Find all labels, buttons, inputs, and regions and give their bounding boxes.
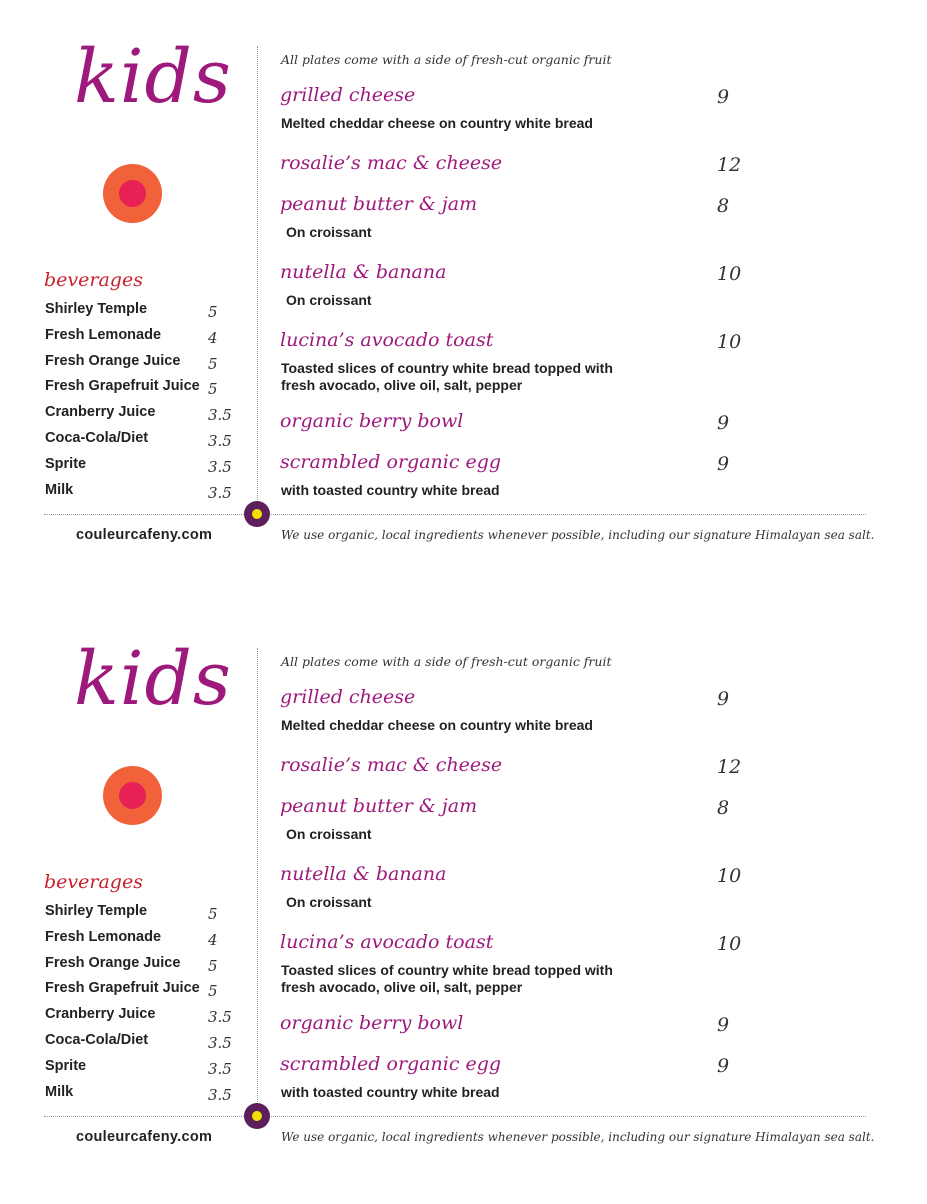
- vertical-divider: [257, 46, 258, 514]
- horizontal-divider: [44, 1116, 866, 1117]
- beverage-price: 3.5: [208, 483, 232, 502]
- dish-name: nutella & banana: [280, 863, 447, 885]
- beverage-name: Cranberry Juice: [45, 1006, 156, 1023]
- horizontal-divider: [44, 514, 866, 515]
- dish-name: organic berry bowl: [280, 1012, 464, 1034]
- dish-name: peanut butter & jam: [280, 193, 478, 215]
- dish-description: Melted cheddar cheese on country white bread: [281, 717, 593, 733]
- beverage-name: Shirley Temple: [45, 301, 148, 317]
- dish-name: organic berry bowl: [280, 410, 464, 432]
- beverage-name: Sprite: [45, 455, 87, 472]
- dish-price: 9: [717, 453, 730, 475]
- footer-note: We use organic, local ingredients whenever possible, including our signature Himalayan sea salt.: [281, 1130, 875, 1144]
- kids-menu-card-top: [0, 22, 927, 602]
- decorative-circle-icon: [103, 164, 162, 223]
- beverage-item: [45, 929, 235, 955]
- vertical-divider: [257, 648, 258, 1116]
- beverage-name: Fresh Grapefruit Juice: [45, 980, 200, 997]
- dish-name: peanut butter & jam: [280, 795, 478, 817]
- beverage-item: [45, 482, 235, 508]
- dish-name: lucina’s avocado toast: [280, 329, 494, 351]
- beverages-heading: beverages: [44, 269, 143, 291]
- beverages-heading: beverages: [44, 871, 143, 893]
- dish-name: scrambled organic egg: [280, 451, 502, 473]
- beverage-price: 4: [208, 328, 218, 347]
- footer-note: We use organic, local ingredients whenever possible, including our signature Himalayan sea salt.: [281, 528, 875, 542]
- beverage-name: Shirley Temple: [45, 903, 148, 919]
- dish-price: 10: [717, 865, 742, 887]
- beverage-item: [45, 430, 235, 456]
- beverage-price: 5: [208, 380, 218, 399]
- beverage-name: Fresh Orange Juice: [45, 352, 181, 369]
- beverage-price: 3.5: [208, 1033, 232, 1052]
- dish-name: rosalie’s mac & cheese: [280, 754, 503, 776]
- beverage-price: 3.5: [208, 431, 232, 450]
- dish-name: grilled cheese: [280, 84, 416, 106]
- beverage-name: Milk: [45, 481, 74, 498]
- beverage-item: [45, 980, 235, 1006]
- side-note: All plates come with a side of fresh-cut organic fruit: [281, 52, 612, 67]
- beverage-item: [45, 327, 235, 353]
- beverage-price: 5: [208, 905, 218, 923]
- dish-price: 8: [717, 797, 730, 819]
- beverage-item: [45, 378, 235, 404]
- dish-price: 9: [717, 86, 730, 108]
- dish-description: Toasted slices of country white bread topped with fresh avocado, olive oil, salt, pepper: [281, 360, 613, 393]
- dish-name: nutella & banana: [280, 261, 447, 283]
- beverage-price: 3.5: [208, 1085, 232, 1104]
- dish-price: 9: [717, 688, 730, 710]
- dish-description: Toasted slices of country white bread topped with fresh avocado, olive oil, salt, pepper: [281, 962, 613, 995]
- dish-price: 9: [717, 1055, 730, 1077]
- beverage-name: Coca-Cola/Diet: [45, 429, 149, 446]
- beverage-price: 3.5: [208, 457, 232, 476]
- dish-name: rosalie’s mac & cheese: [280, 152, 503, 174]
- dish-price: 9: [717, 412, 730, 434]
- beverage-item: [45, 301, 235, 327]
- beverage-name: Fresh Grapefruit Juice: [45, 378, 200, 395]
- dish-description: On croissant: [286, 894, 372, 910]
- dish-price: 10: [717, 331, 742, 353]
- beverage-price: 5: [208, 354, 218, 373]
- beverage-name: Fresh Lemonade: [45, 326, 162, 343]
- dish-description: On croissant: [286, 826, 372, 842]
- beverage-item: [45, 955, 235, 981]
- dish-name: scrambled organic egg: [280, 1053, 502, 1075]
- beverage-price: 4: [208, 930, 218, 949]
- beverage-price: 5: [208, 956, 218, 975]
- dish-description: with toasted country white bread: [281, 1084, 500, 1100]
- beverage-item: [45, 903, 235, 929]
- beverage-item: [45, 1058, 235, 1084]
- beverage-list: [45, 301, 235, 507]
- beverage-item: [45, 1006, 235, 1032]
- beverage-name: Cranberry Juice: [45, 404, 156, 421]
- divider-junction-icon: [244, 501, 270, 527]
- menu-title: kids: [74, 636, 232, 722]
- side-note: All plates come with a side of fresh-cut organic fruit: [281, 654, 612, 669]
- beverage-name: Milk: [45, 1083, 74, 1100]
- dish-price: 12: [717, 756, 742, 778]
- dish-name: grilled cheese: [280, 686, 416, 708]
- beverage-price: 3.5: [208, 1008, 232, 1027]
- beverage-item: [45, 1084, 235, 1110]
- dish-price: 10: [717, 263, 742, 285]
- website-link[interactable]: couleurcafeny.com: [76, 527, 213, 543]
- beverage-item: [45, 404, 235, 430]
- dish-description: On croissant: [286, 292, 372, 308]
- beverage-price: 3.5: [208, 406, 232, 425]
- beverage-price: 5: [208, 303, 218, 321]
- kids-menu-card-bottom: [0, 624, 927, 1204]
- website-link[interactable]: couleurcafeny.com: [76, 1129, 213, 1145]
- dish-description: with toasted country white bread: [281, 482, 500, 498]
- beverage-list: [45, 903, 235, 1109]
- beverage-item: [45, 1032, 235, 1058]
- divider-junction-icon: [244, 1103, 270, 1129]
- dish-price: 8: [717, 195, 730, 217]
- beverage-name: Sprite: [45, 1057, 87, 1074]
- beverage-item: [45, 353, 235, 379]
- beverage-price: 5: [208, 982, 218, 1001]
- dish-name: lucina’s avocado toast: [280, 931, 494, 953]
- menu-title: kids: [74, 34, 232, 120]
- decorative-circle-icon: [103, 766, 162, 825]
- dish-price: 12: [717, 154, 742, 176]
- beverage-name: Fresh Lemonade: [45, 928, 162, 945]
- beverage-price: 3.5: [208, 1059, 232, 1078]
- beverage-name: Fresh Orange Juice: [45, 954, 181, 971]
- dish-description: Melted cheddar cheese on country white bread: [281, 115, 593, 131]
- dish-description: On croissant: [286, 224, 372, 240]
- dish-price: 9: [717, 1014, 730, 1036]
- beverage-name: Coca-Cola/Diet: [45, 1031, 149, 1048]
- dish-price: 10: [717, 933, 742, 955]
- beverage-item: [45, 456, 235, 482]
